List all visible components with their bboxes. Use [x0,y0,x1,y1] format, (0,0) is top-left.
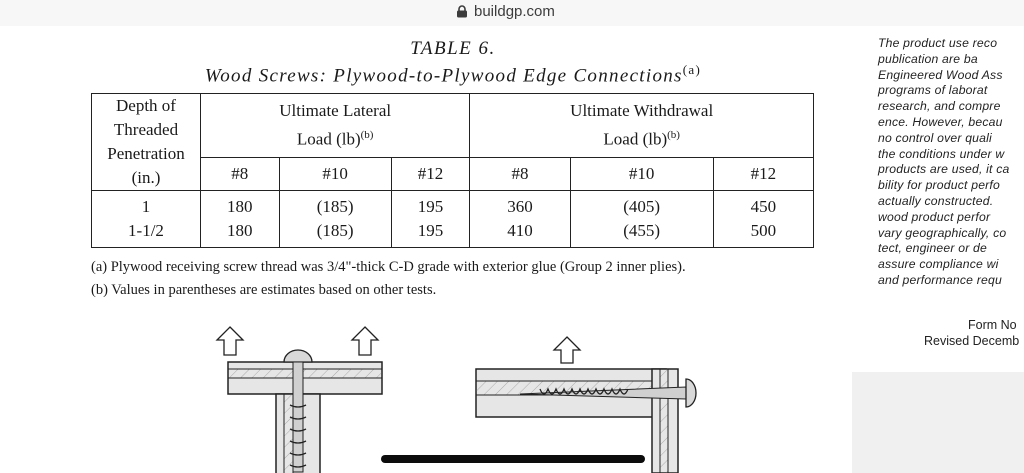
revised-date: Revised Decemb [924,334,1020,348]
subtitle-text: Wood Screws: Plywood-to-Plywood Edge Connections [204,65,683,87]
cell-value: 180 [227,197,253,216]
table-subtitle [0,62,906,87]
sidebar-line: the conditions under w [878,146,1005,161]
cell-value: (455) [623,221,661,240]
withdrawal-8-cell [470,191,570,248]
up-arrow-icon [554,337,580,363]
size-header: #12 [391,157,470,190]
sidebar-footer-area [852,372,1024,473]
up-arrow-icon [217,327,243,355]
depth-header [92,94,201,191]
scroll-indicator[interactable] [381,455,645,463]
depth-header-line: (in.) [131,168,161,187]
connection-diagram [180,325,720,473]
size-header: #8 [470,157,570,190]
depth-value: 1 [141,197,151,216]
sidebar-line: actually constructed. [878,193,994,208]
cell-value: 450 [750,197,777,216]
lateral-header-line1: Ultimate Lateral [279,101,392,120]
sidebar-disclaimer [878,36,1024,289]
sidebar-line: Engineered Wood Ass [878,67,1003,82]
sidebar-line: bility for product perfo [878,178,1000,193]
lateral-8-cell [201,191,280,248]
sidebar-panel [852,26,1024,372]
sidebar-line: The product use reco [878,36,998,50]
form-number: Form No [968,318,1017,332]
size-header: #10 [570,157,713,190]
withdrawal-load-header [470,94,814,158]
cell-value: 180 [227,221,253,240]
sidebar-line: tect, engineer or de [878,241,988,256]
sidebar-line: publication are ba [878,51,978,66]
withdrawal-10-cell [570,191,713,248]
sidebar-line: wood product perfor [878,209,991,224]
cell-value: 360 [507,197,533,216]
cell-value: 500 [750,221,777,240]
cell-value: 195 [417,197,444,216]
depth-value: 1-1/2 [128,221,164,240]
withdrawal-header-line2: Load (lb) [603,129,668,149]
lateral-10-cell [279,191,391,248]
sidebar-line: products are used, it ca [878,162,1010,177]
sidebar-line: and performance requ [878,272,1002,287]
cell-value: 410 [507,221,533,240]
sidebar-line: vary geographically, co [878,225,1007,240]
footnote-a: (a) Plywood receiving screw thread was 3/4"-thick C-D grade with exterior glue (Group 2 inner plies). [91,259,686,275]
lateral-header-line2: Load (lb) [296,129,361,149]
lock-icon [456,5,468,18]
wood-screws-table [91,93,814,248]
cell-value: 195 [417,221,444,240]
sidebar-line: no control over quali [878,130,992,145]
subtitle-footnote: (a) [682,62,702,77]
sidebar-line: research, and compre [878,99,1001,114]
size-header: #8 [201,157,280,190]
withdrawal-header-line1: Ultimate Withdrawal [570,101,714,120]
up-arrow-icon [352,327,378,355]
withdrawal-header-note: (b) [667,129,680,141]
url-text: buildgp.com [474,3,555,20]
sidebar-line: programs of laborat [878,83,988,98]
sidebar-line: ence. However, becau [878,114,1003,129]
withdrawal-12-cell [713,191,813,248]
cell-value: (185) [316,197,354,216]
lateral-header-note: (b) [360,129,374,141]
table-title: TABLE 6. [410,38,496,59]
url-display[interactable] [456,3,555,20]
size-header: #12 [713,157,813,190]
tee-connection-figure [228,350,382,473]
depth-header-line: Threaded [113,120,179,139]
lateral-12-cell [391,191,470,248]
cell-value: (185) [316,221,354,240]
table-data-row [92,191,814,248]
depth-header-line: Depth of [116,96,176,115]
browser-url-bar[interactable] [0,0,1024,26]
size-header: #10 [279,157,391,190]
depth-header-line: Penetration [107,144,185,163]
footnote-b: (b) Values in parentheses are estimates based on other tests. [91,282,437,298]
lateral-load-header [201,94,470,158]
depth-cell [92,191,201,248]
cell-value: (405) [623,197,661,216]
sidebar-line: assure compliance wi [878,257,999,272]
